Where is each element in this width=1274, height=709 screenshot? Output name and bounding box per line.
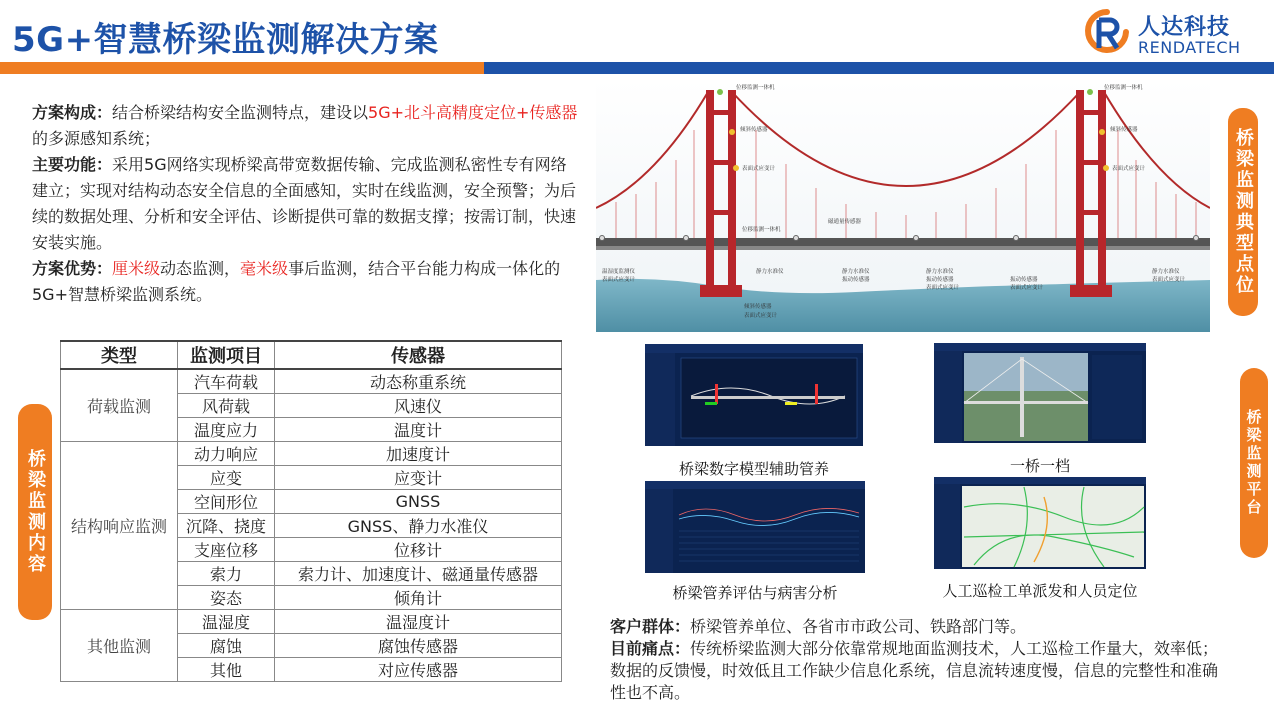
advantage-highlight-2: 毫米级 (240, 259, 289, 278)
bridge-label: 温湿度监测仪 (602, 269, 636, 275)
composition-paragraph (32, 100, 580, 152)
bridge-label: 表面式应变计 (744, 313, 778, 319)
bridge-label: 表面式应变计 (1010, 285, 1044, 291)
item-cell: 姿态 (178, 586, 275, 610)
solution-description (32, 100, 580, 308)
table-header-row (61, 341, 562, 369)
header-bar-orange (0, 62, 484, 74)
pain-label: 目前痛点： (610, 639, 691, 658)
bridge-label: 表面式应变计 (742, 166, 776, 172)
composition-highlight: 5G+北斗高精度定位+传感器 (368, 103, 578, 122)
caption-bridge-archive: 一桥一档 (1009, 457, 1070, 475)
customer-line (610, 616, 1220, 638)
monitoring-table (60, 340, 562, 682)
function-label: 主要功能： (32, 155, 113, 174)
logo-name-cn: 人达科技 (1138, 15, 1231, 40)
bridge-label: 位移监测一体机 (1104, 85, 1143, 91)
composition-label: 方案构成： (32, 103, 113, 122)
item-cell: 沉降、挠度 (178, 514, 275, 538)
logo-name-en: RENDATECH (1138, 38, 1241, 57)
header-sensor: 传感器 (275, 341, 562, 369)
bridge-label: 静力水准仪 (842, 269, 870, 275)
header-type: 类型 (61, 341, 178, 369)
caption-inspection: 人工巡检工单派发和人员定位 (942, 582, 1138, 600)
item-cell: 温湿度 (178, 610, 275, 634)
caption-assessment: 桥梁管养评估与病害分析 (672, 584, 838, 602)
sensor-cell: 动态称重系统 (275, 369, 562, 394)
item-cell: 动力响应 (178, 442, 275, 466)
side-tab-platform: 桥梁监测平台 (1240, 368, 1268, 558)
bridge-label: 倾斜传感器 (744, 304, 772, 310)
composition-post: 的多源感知系统； (32, 129, 161, 148)
composition-pre: 结合桥梁结构安全监测特点，建设以 (112, 103, 369, 122)
advantage-text-1: 动态监测， (160, 259, 241, 278)
header-item: 监测项目 (178, 341, 275, 369)
table-row (61, 442, 562, 466)
advantage-highlight-1: 厘米级 (112, 259, 161, 278)
bridge-label: 静力水准仪 (926, 269, 954, 275)
bridge-label: 位移监测一体机 (742, 227, 781, 233)
sensor-cell: 倾角计 (275, 586, 562, 610)
platform-screenshot-inspection-map (934, 477, 1146, 569)
function-paragraph (32, 152, 580, 256)
sensor-cell: 风速仪 (275, 394, 562, 418)
rendatech-logo-icon (1084, 8, 1130, 56)
sensor-cell: 腐蚀传感器 (275, 634, 562, 658)
sensor-cell: GNSS (275, 490, 562, 514)
bridge-label: 振动传感器 (1010, 277, 1038, 283)
sensor-cell: 索力计、加速度计、磁通量传感器 (275, 562, 562, 586)
table-row (61, 369, 562, 394)
sensor-cell: 位移计 (275, 538, 562, 562)
platform-screenshot-assessment (645, 481, 865, 573)
item-cell: 其他 (178, 658, 275, 682)
company-logo (1084, 8, 1254, 56)
bridge-label: 倾斜传感器 (1110, 127, 1138, 133)
advantage-paragraph (32, 256, 580, 308)
side-tab-typical-points: 桥梁监测典型点位 (1228, 108, 1258, 316)
customer-info (610, 616, 1220, 704)
item-cell: 空间形位 (178, 490, 275, 514)
bridge-label: 表面式应变计 (1152, 277, 1186, 283)
header-bar-blue (484, 62, 1274, 74)
sensor-cell: 加速度计 (275, 442, 562, 466)
side-tab-monitoring-content: 桥梁监测内容 (18, 404, 52, 620)
item-cell: 索力 (178, 562, 275, 586)
item-cell: 腐蚀 (178, 634, 275, 658)
sensor-cell: 温度计 (275, 418, 562, 442)
bridge-label: 磁通量传感器 (828, 219, 862, 225)
bridge-label: 表面式应变计 (1112, 166, 1146, 172)
sensor-cell: 温湿度计 (275, 610, 562, 634)
bridge-monitoring-diagram (596, 80, 1210, 332)
item-cell: 支座位移 (178, 538, 275, 562)
sensor-cell: 应变计 (275, 466, 562, 490)
item-cell: 汽车荷载 (178, 369, 275, 394)
sensor-cell: GNSS、静力水准仪 (275, 514, 562, 538)
bridge-label: 振动传感器 (926, 277, 954, 283)
category-cell: 荷载监测 (61, 369, 178, 442)
pain-line (610, 638, 1220, 704)
item-cell: 风荷载 (178, 394, 275, 418)
advantage-label: 方案优势： (32, 259, 113, 278)
platform-screenshot-digital-model (645, 344, 863, 446)
bridge-label: 静力水准仪 (756, 269, 784, 275)
sensor-cell: 对应传感器 (275, 658, 562, 682)
bridge-label: 表面式应变计 (926, 285, 960, 291)
caption-digital-model: 桥梁数字模型辅助管养 (678, 460, 829, 478)
category-cell: 结构响应监测 (61, 442, 178, 610)
page-title: 5G+智慧桥梁监测解决方案 (12, 20, 439, 60)
bridge-label: 表面式应变计 (602, 277, 636, 283)
bridge-label: 倾斜传感器 (740, 127, 768, 133)
function-text: 采用5G网络实现桥梁高带宽数据传输、完成监测私密性专有网络建立；实现对结构动态安全信息的全面感知，实时在线监测，安全预警；为后续的数据处理、分析和安全评估、诊断提供可靠的数据支撑；按需订制，快速安装实施。 (32, 155, 577, 252)
item-cell: 温度应力 (178, 418, 275, 442)
category-cell: 其他监测 (61, 610, 178, 682)
bridge-label: 振动传感器 (842, 277, 870, 283)
customer-text: 桥梁管养单位、各省市市政公司、铁路部门等。 (690, 617, 1027, 636)
pain-text: 传统桥梁监测大部分依靠常规地面监测技术，人工巡检工作量大，效率低；数据的反馈慢，时效低且工作缺少信息化系统，信息流转速度慢，信息的完整性和准确性也不高。 (610, 639, 1219, 702)
customer-label: 客户群体： (610, 617, 691, 636)
advantage-text-2: 事后监测，结合平台能力构成一体化的5G+智慧桥梁监测系统。 (32, 259, 561, 304)
table-row (61, 610, 562, 634)
platform-screenshot-bridge-archive (934, 343, 1146, 443)
bridge-label: 静力水准仪 (1152, 269, 1180, 275)
bridge-label: 位移监测一体机 (736, 85, 775, 91)
item-cell: 应变 (178, 466, 275, 490)
